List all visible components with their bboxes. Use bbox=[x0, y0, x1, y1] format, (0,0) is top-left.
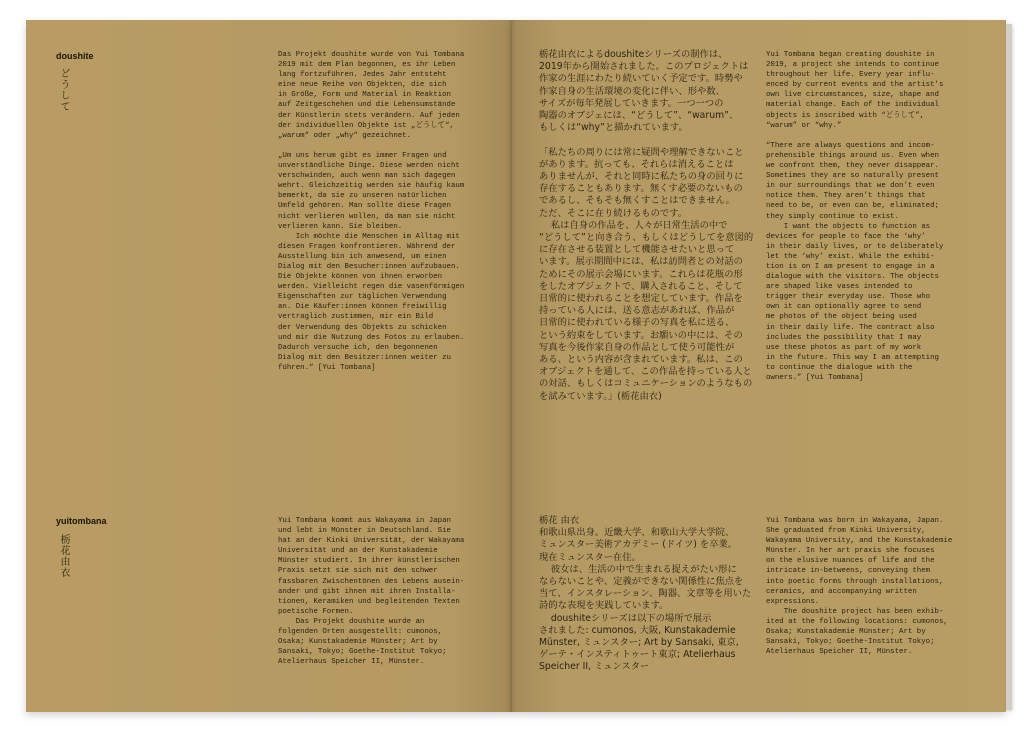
japanese-text-doushite: 栃花由衣によるdoushiteシリーズの制作は、 2019年から開始されました。このプロジェクトは 作家の生涯にわたり続いていく予定です。時勢や 作家自身の生活環境の変化に伴い、形や数、 サイズが毎年発展していきます。一つ一つの 陶器のオブジェには、“どうして”、“warum”、 もしくは“why”と描かれています。 「私たちの周りには常に疑問や理解できないこと があります。抗っても、それらは消えることは ありませんが、それと同時に私たちの身の回りに 存在することもあります。無くす必要のないもの であるし、そもそも無くすことはできません。 ただ、そこに在り続けるものです。 私は自身の作品を、人々が日常生活の中で “どうして”と向き合う、もしくはどうしてを意図的 に存在させる装置として機能させたいと思って います。展示期間中には、私は訪問者との対話の ためにその展示会場にいます。これらは花瓶の形 をしたオブジェクトで、購入されること、そして 日常的に使われることを想定しています。作品を 持っている人には、送る意志があれば、作品が 日常的に使われている様子の写真を私に送る、 という約束をしています。お願いの中には、その 写真を今後作家自身の作品として使う可能性が ある、という内容が含まれています。私は、この オブジェクトを通して、この作品を持っている人と の対話、もしくはコミュニケーションのようなもの を試みています。」(栃花由衣) bbox=[539, 49, 754, 402]
section-heading-doushite: doushite bbox=[56, 51, 94, 61]
section-heading-yuitombana: yuitombana bbox=[56, 516, 107, 526]
english-text-biography: Yui Tombana was born in Wakayama, Japan. She graduated from Kinki University, Wakayama University, and the Kunstakademie Münster. In her art praxis she focuses on the elusive nuances of life and the intricate in-betweens, conveying them into poetic forms through installations, ceramics, and accompanying written expressions. The doushite project has been exhib- ited at the following locations: cumonos, Osaka; Kunstakademie Münster; Art by Sansaki, Tokyo; Goethe-Institut Tokyo; Atelierhaus Speicher II, Münster. bbox=[766, 517, 953, 657]
vertical-artist-name: 栃花由衣 bbox=[58, 534, 69, 578]
german-text-doushite: Das Projekt doushite wurde von Yui Tombana 2019 mit dem Plan begonnen, es ihr Leben lang fortzuführen. Jedes Jahr entsteht eine neue Reihe von Objekten, die sich in Größe, Form und Material in Reaktion auf Zeitgeschehen und die Lebensumstände der Künstlerin stets verändern. Auf jeden der individuellen Objekte ist „どうして“, „warum“ oder „why“ gezeichnet. „Um uns herum gibt es immer Fragen und unverständliche Dinge. Diese werden nicht verschwinden, auch wenn man sich dagegen wehrt. Gleichzeitig werden sie häufig kaum bemerkt, da sie zu unseren natürlichen Umfeld gehören. Man sollte diese Fragen nicht verlieren wollen, da man sie nicht verlieren kann. Sie bleiben. Ich möchte die Menschen im Alltag mit diesen Fragen konfrontieren. Während der Ausstellung bin ich anwesend, um einen Dialog mit den Besucher:innen aufzubauen. Die Objekte können von ihnen erworben werden. Vielleicht regen die vasenförmigen Eigenschaften zur täglichen Verwendung an. Die Käufer:innen können freiwillig vertraglich zustimmen, mir ein Bild der Verwendung des Objekts zu schicken und mir die Nutzung des Fotos zu erlauben. Dadurch versuche ich, den begonnenen Dialog mit den Besitzer:innen weiter zu führen.“ [Yui Tombana] bbox=[278, 51, 465, 372]
japanese-text-biography: 栃花 由衣 和歌山県出身。近畿大学、和歌山大学大学院、 ミュンスター美術アカデミー (ドイツ) を卒業。 現在ミュンスター在住。 彼女は、生活の中で生まれる捉えがたい形に ならないことや、定義ができない関係性に焦点を 当て、インスタレーション、陶器、文章等を用いた 詩的な表現を実践しています。 doushiteシリーズは以下の場所で展示 されました: cumonos, 大阪, Kunstakademie Münster, ミュンスター; Art by Sansaki, 東京, ゲーテ・インスティトゥート東京; Atelierhaus Speicher II, ミュンスター bbox=[539, 515, 752, 673]
german-text-biography: Yui Tombana kommt aus Wakayama in Japan und lebt in Münster in Deutschland. Sie hat an der Kinki Universität, der Wakayama Universität und an der Kunstakademie Münster studiert. In ihrer künstlerischen Praxis setzt sie sich mit den schwer fassbaren Zwischentönen des Lebens ausein- ander und gibt ihnen mit ihren Installa- tionen, Keramiken und begleitenden Texten poetische Formen. Das Projekt doushite wurde an folgenden Orten ausgestellt: cumonos, Osaka; Kunstakademie Münster; Art by Sansaki, Tokyo; Goethe-Institut Tokyo; Atelierhaus Speicher II, Münster. bbox=[278, 517, 465, 667]
page-edge bbox=[1006, 24, 1012, 710]
book-spine bbox=[508, 20, 516, 712]
english-text-doushite: Yui Tombana began creating doushite in 2019, a project she intends to continue throughout her life. Every year influ- enced by current events and the artist's own live circumstances, size, shape and material change. Each of the individual objects is inscribed with “どうして”, “warum” or “why.” “There are always questions and incom- prehensible things around us. Even when we confront them, they never disappear. Sometimes they are so naturally present in our surroundings that we don’t even notice them. They aren’t things that need to be, or even can be, eliminated; they simply continue to exist. I want the objects to function as devices for people to face the ‘why’ in their daily lives, or to deliberately let the ‘why’ exist. While the exhibi- tion is on I am present to engage in a dialogue with the visitors. The objects are shaped like vases intended to trigger their everyday use. Those who own it can optionally agree to send me photos of the object being used in their daily life. The contract also includes the possibility that I may use these photos as part of my work in the future. This way I am attempting to continue the dialogue with the owners.” [Yui Tombana] bbox=[766, 51, 944, 382]
vertical-japanese-title: どうして bbox=[58, 68, 69, 112]
